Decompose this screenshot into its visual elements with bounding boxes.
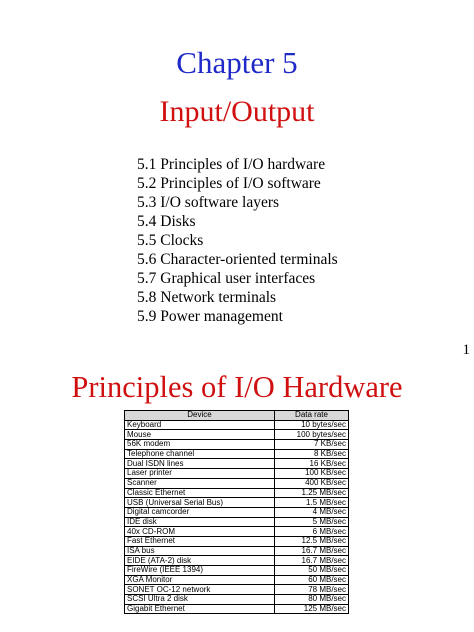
data-rate-cell: 8 KB/sec — [275, 449, 349, 459]
toc-item: 5.8 Network terminals — [137, 289, 277, 306]
device-cell: Telephone channel — [125, 449, 275, 459]
data-rate-cell: 10 bytes/sec — [275, 420, 349, 430]
device-cell: Fast Ethernet — [125, 536, 275, 546]
page-number: 1 — [462, 342, 470, 358]
data-rate-cell: 7 KB/sec — [275, 440, 349, 450]
device-cell: FireWire (IEEE 1394) — [125, 566, 275, 576]
slide-title: Principles of I/O Hardware — [71, 370, 403, 404]
device-cell: Digital camcorder — [125, 507, 275, 517]
table-row — [125, 575, 349, 585]
device-cell: XGA Monitor — [125, 575, 275, 585]
table-row — [125, 488, 349, 498]
device-cell: 40x CD-ROM — [125, 527, 275, 537]
data-rate-cell: 400 KB/sec — [275, 478, 349, 488]
device-cell: Gigabit Ethernet — [125, 604, 275, 614]
column-header-device: Device — [125, 411, 275, 421]
device-cell: Scanner — [125, 478, 275, 488]
data-rate-cell: 100 bytes/sec — [275, 430, 349, 440]
table-row — [125, 517, 349, 527]
data-rate-cell: 100 KB/sec — [275, 469, 349, 479]
table-row — [125, 527, 349, 537]
data-rate-cell: 16 KB/sec — [275, 459, 349, 469]
data-rate-cell: 6 MB/sec — [275, 527, 349, 537]
device-cell: SCSI Ultra 2 disk — [125, 595, 275, 605]
data-rate-cell: 125 MB/sec — [275, 604, 349, 614]
device-cell: Laser printer — [125, 469, 275, 479]
table-of-contents — [137, 155, 338, 326]
toc-item: 5.7 Graphical user interfaces — [137, 270, 316, 287]
chapter-title: Input/Output — [159, 95, 315, 128]
device-cell: Keyboard — [125, 420, 275, 430]
table-row — [125, 566, 349, 576]
toc-item: 5.1 Principles of I/O hardware — [137, 156, 326, 173]
toc-item: 5.5 Clocks — [137, 232, 204, 249]
data-rate-cell: 4 MB/sec — [275, 507, 349, 517]
table-row — [125, 585, 349, 595]
table-row — [125, 449, 349, 459]
table-row — [125, 469, 349, 479]
data-rate-cell: 5 MB/sec — [275, 517, 349, 527]
table-row — [125, 604, 349, 614]
data-rate-cell: 16.7 MB/sec — [275, 546, 349, 556]
toc-item: 5.3 I/O software layers — [137, 194, 280, 211]
device-cell: SONET OC-12 network — [125, 585, 275, 595]
data-rate-cell: 12.5 MB/sec — [275, 536, 349, 546]
table-row — [125, 507, 349, 517]
data-rate-cell: 80 MB/sec — [275, 595, 349, 605]
data-rate-cell: 50 MB/sec — [275, 566, 349, 576]
data-rate-table — [124, 410, 349, 614]
column-header-data-rate: Data rate — [275, 411, 349, 421]
device-cell: IDE disk — [125, 517, 275, 527]
table-row — [125, 420, 349, 430]
table-row — [125, 546, 349, 556]
table-row — [125, 498, 349, 508]
device-cell: Dual ISDN lines — [125, 459, 275, 469]
table-header-row — [125, 411, 349, 421]
device-cell: Mouse — [125, 430, 275, 440]
table-row — [125, 595, 349, 605]
data-rate-cell: 1.25 MB/sec — [275, 488, 349, 498]
table-row — [125, 536, 349, 546]
device-cell: Classic Ethernet — [125, 488, 275, 498]
table-row — [125, 459, 349, 469]
toc-item: 5.4 Disks — [137, 213, 196, 230]
table-row — [125, 556, 349, 566]
data-rate-cell: 1.5 MB/sec — [275, 498, 349, 508]
device-cell: EIDE (ATA-2) disk — [125, 556, 275, 566]
device-cell: ISA bus — [125, 546, 275, 556]
device-cell: 56K modem — [125, 440, 275, 450]
toc-item: 5.2 Principles of I/O software — [137, 175, 321, 192]
table-row — [125, 478, 349, 488]
table-body — [125, 420, 349, 614]
table-row — [125, 430, 349, 440]
toc-item: 5.6 Character-oriented terminals — [137, 251, 338, 268]
data-rate-cell: 78 MB/sec — [275, 585, 349, 595]
toc-item: 5.9 Power management — [137, 308, 283, 325]
chapter-heading: Chapter 5 — [176, 45, 298, 80]
table-row — [125, 440, 349, 450]
data-rate-cell: 60 MB/sec — [275, 575, 349, 585]
device-cell: USB (Universal Serial Bus) — [125, 498, 275, 508]
data-rate-cell: 16.7 MB/sec — [275, 556, 349, 566]
